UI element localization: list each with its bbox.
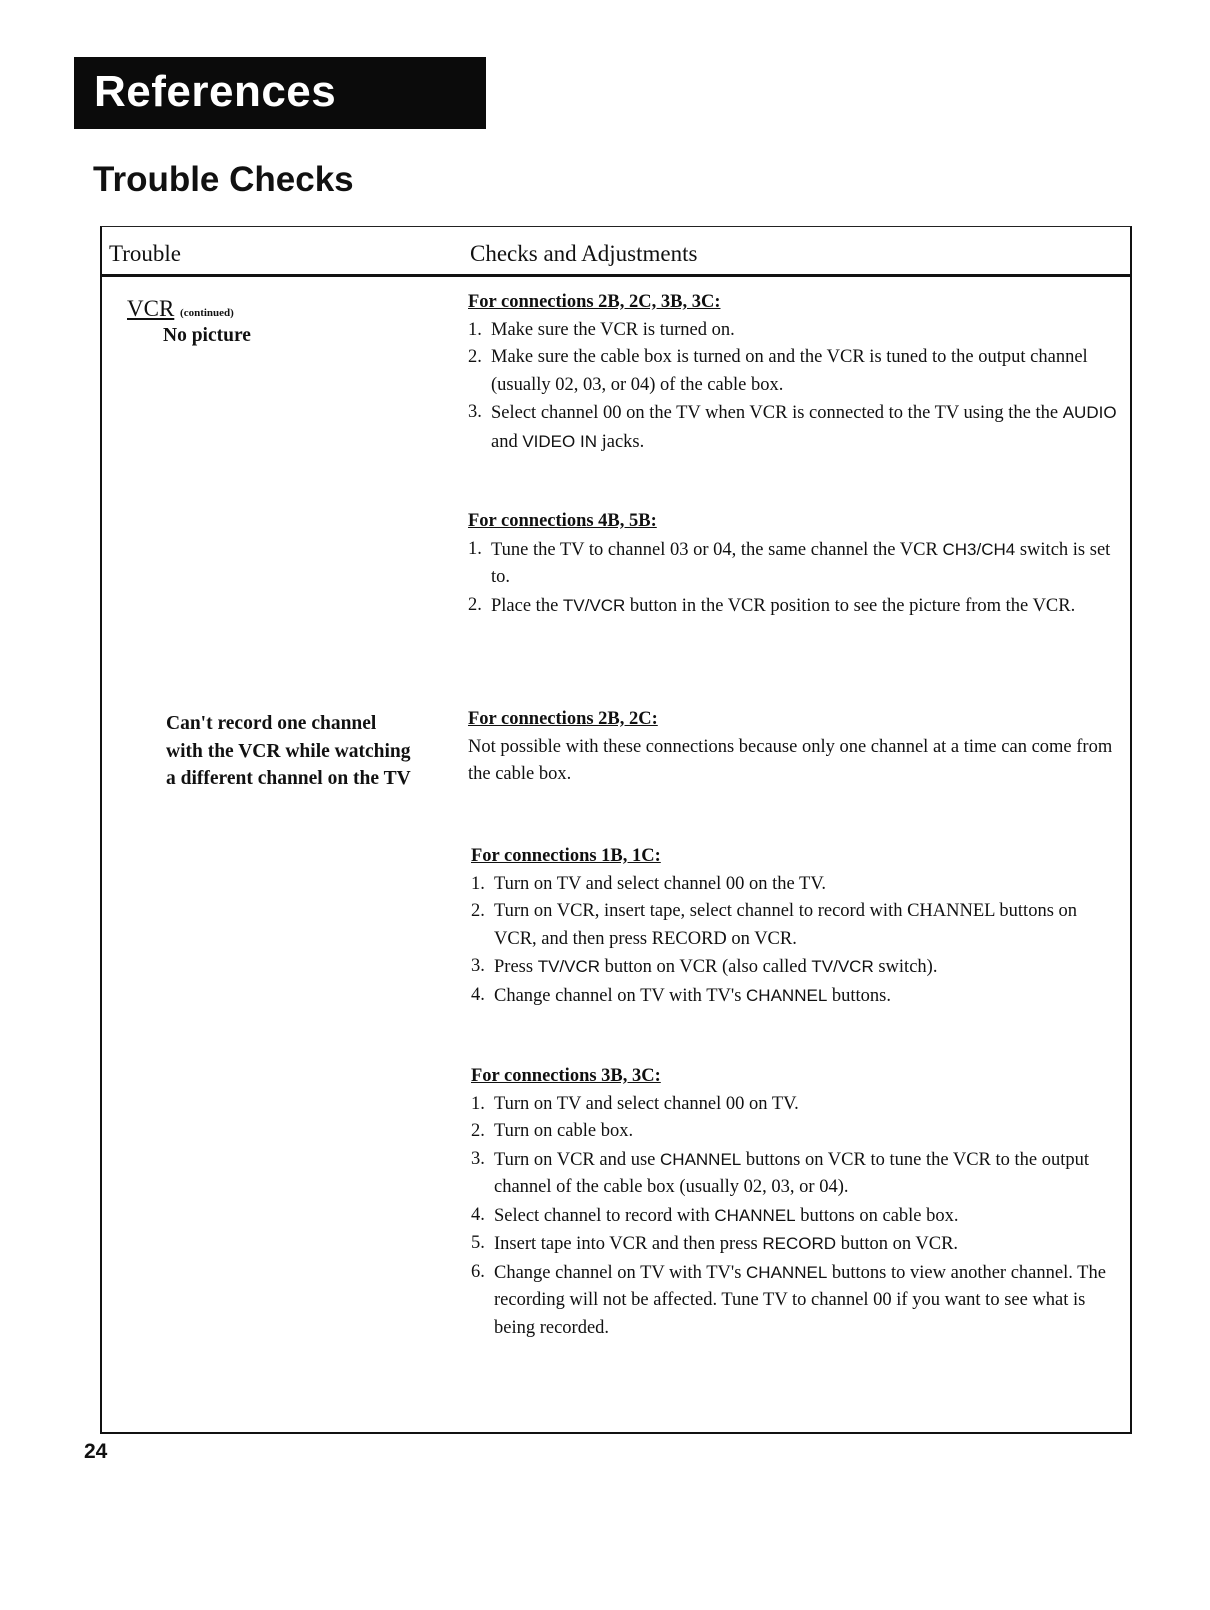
item-number: 2. bbox=[468, 594, 482, 615]
category-continued: (continued) bbox=[180, 307, 234, 319]
item-text: Select channel 00 on the TV when VCR is connected to the TV using the the bbox=[491, 403, 1063, 423]
block-heading: For connections 2B, 2C, 3B, 3C: bbox=[468, 292, 721, 312]
list-item bbox=[468, 317, 1118, 345]
item-text: Turn on VCR, insert tape, select channel to record with CHANNEL buttons on VCR, and then press RECORD on VCR. bbox=[494, 901, 1078, 949]
item-text: and bbox=[491, 431, 523, 452]
trouble-category bbox=[127, 296, 234, 322]
block-paragraph: Not possible with these connections because only one channel at a time can come from the cable box. bbox=[468, 736, 1113, 784]
item-text: button on VCR. bbox=[836, 1234, 959, 1254]
block-heading: For connections 2B, 2C: bbox=[468, 709, 658, 729]
block-heading: For connections 4B, 5B: bbox=[468, 511, 657, 531]
item-number: 1. bbox=[471, 1093, 485, 1114]
item-text: Insert tape into VCR and then press bbox=[494, 1234, 763, 1254]
section-banner bbox=[74, 57, 486, 129]
item-text: Change channel on TV with TV's bbox=[494, 1262, 747, 1283]
section-banner-label: References bbox=[94, 67, 337, 116]
trouble-cant-record: Can't record one channel with the VCR while watching a different channel on the TV bbox=[166, 713, 411, 789]
list-item bbox=[471, 1146, 1121, 1202]
item-text: Turn on VCR and use bbox=[494, 1149, 661, 1170]
item-text: buttons to view another channel. The recording will not be affected. Tune TV to channel 00 if you want to see what is being recorded. bbox=[494, 1262, 1106, 1338]
column-header-checks: Checks and Adjustments bbox=[470, 241, 698, 266]
item-number: 1. bbox=[468, 319, 482, 340]
list-item bbox=[471, 953, 1121, 982]
keyword: CHANNEL bbox=[660, 1149, 742, 1169]
list-item bbox=[471, 1091, 1121, 1119]
list-item bbox=[468, 536, 1118, 592]
keyword: TV/VCR bbox=[562, 595, 626, 615]
item-text: Turn on TV and select channel 00 on TV. bbox=[494, 1093, 799, 1114]
list-item bbox=[468, 399, 1118, 456]
table-header-rule bbox=[100, 274, 1132, 277]
list-item bbox=[471, 898, 1121, 953]
item-number: 1. bbox=[468, 538, 482, 559]
item-text: buttons on cable box. bbox=[795, 1205, 959, 1226]
item-text: Turn on cable box. bbox=[494, 1121, 634, 1141]
keyword: CHANNEL bbox=[746, 985, 828, 1005]
check-list bbox=[471, 1091, 1121, 1343]
item-number: 3. bbox=[471, 1148, 485, 1169]
keyword: VIDEO IN bbox=[522, 431, 597, 451]
item-text: switch is set to. bbox=[491, 539, 1111, 587]
item-number: 2. bbox=[468, 347, 482, 367]
item-text: Place the bbox=[491, 595, 563, 616]
item-text: Turn on TV and select channel 00 on the TV. bbox=[494, 873, 826, 894]
page-title: Trouble Checks bbox=[93, 160, 354, 199]
item-text: Make sure the cable box is turned on and the VCR is tuned to the output channel (usually 02, 03, or 04) of the cable box. bbox=[491, 347, 1088, 395]
item-number: 4. bbox=[471, 984, 485, 1005]
item-number: 4. bbox=[471, 1204, 485, 1225]
item-text: Press bbox=[494, 957, 538, 977]
item-number: 3. bbox=[468, 402, 482, 422]
keyword: TV/VCR bbox=[537, 957, 601, 976]
item-number: 6. bbox=[471, 1261, 485, 1282]
check-block bbox=[468, 706, 1118, 789]
keyword: AUDIO bbox=[1062, 403, 1117, 422]
keyword: CHANNEL bbox=[746, 1262, 828, 1282]
item-text: button in the VCR position to see the picture from the VCR. bbox=[625, 595, 1076, 616]
list-item bbox=[471, 1202, 1121, 1231]
check-list bbox=[468, 317, 1118, 457]
item-text: buttons. bbox=[827, 985, 892, 1006]
keyword: CHANNEL bbox=[714, 1205, 796, 1225]
check-block bbox=[468, 508, 1118, 620]
check-block bbox=[468, 289, 1118, 456]
list-item bbox=[471, 1118, 1121, 1146]
item-text: Select channel to record with bbox=[494, 1205, 715, 1226]
keyword: CH3/CH4 bbox=[942, 539, 1016, 559]
item-text: Make sure the VCR is turned on. bbox=[491, 319, 735, 340]
list-item bbox=[471, 871, 1121, 899]
item-text: jacks. bbox=[596, 431, 645, 452]
keyword: RECORD bbox=[762, 1234, 837, 1253]
keyword: TV/VCR bbox=[811, 957, 874, 976]
block-heading: For connections 3B, 3C: bbox=[471, 1066, 661, 1086]
item-number: 1. bbox=[471, 873, 485, 894]
list-item bbox=[468, 344, 1118, 399]
item-text: Change channel on TV with TV's bbox=[494, 985, 747, 1006]
list-item bbox=[471, 982, 1121, 1011]
check-block bbox=[471, 1063, 1121, 1342]
check-list bbox=[468, 536, 1118, 621]
category-vcr: VCR bbox=[127, 296, 175, 321]
item-text: switch). bbox=[873, 957, 938, 977]
column-header-trouble: Trouble bbox=[109, 241, 181, 266]
item-number: 5. bbox=[471, 1233, 485, 1253]
check-list bbox=[471, 871, 1121, 1011]
list-item bbox=[471, 1230, 1121, 1259]
item-number: 2. bbox=[471, 1121, 485, 1141]
block-heading: For connections 1B, 1C: bbox=[471, 846, 661, 866]
item-text: button on VCR (also called bbox=[600, 957, 812, 977]
list-item bbox=[471, 1259, 1121, 1343]
item-number: 3. bbox=[471, 956, 485, 976]
trouble-no-picture: No picture bbox=[163, 325, 251, 346]
item-text: Tune the TV to channel 03 or 04, the same channel the VCR bbox=[491, 539, 943, 560]
page-number: 24 bbox=[84, 1440, 108, 1463]
list-item bbox=[468, 592, 1118, 621]
item-text: buttons on VCR to tune the VCR to the output channel of the cable box (usually 02, 03, or 04). bbox=[494, 1149, 1090, 1197]
item-number: 2. bbox=[471, 901, 485, 921]
check-block bbox=[471, 843, 1121, 1010]
